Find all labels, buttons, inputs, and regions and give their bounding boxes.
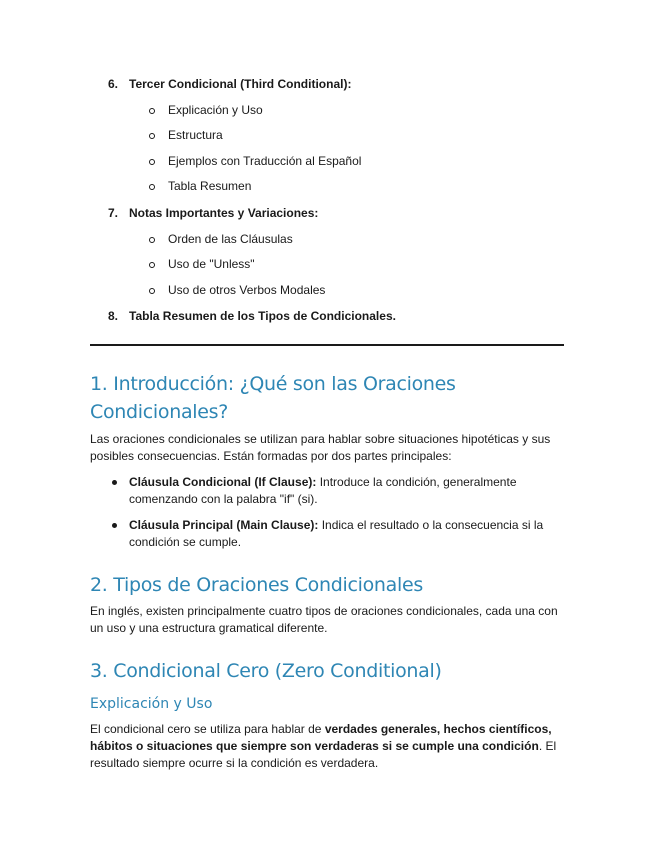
bullet-icon <box>112 523 117 528</box>
subitem-label: Explicación y Uso <box>168 103 263 117</box>
subitem-label: Orden de las Cláusulas <box>168 232 293 246</box>
section-3-subtitle: Explicación y Uso <box>90 696 213 712</box>
bullet-description: Introduce la condición, generalmente comenzando con la palabra "if" (si). <box>129 475 517 506</box>
outline-label: Tercer Condicional (Third Conditional): <box>129 77 352 91</box>
hollow-bullet-icon <box>149 108 155 114</box>
subitem-label: Ejemplos con Traducción al Español <box>168 154 362 168</box>
outline-number: 6. <box>108 77 119 91</box>
section-3-body <box>90 721 564 772</box>
outline-number: 8. <box>108 309 119 323</box>
body-text: . El resultado siempre ocurre si la condición es verdadera. <box>90 739 557 770</box>
section-2-title: 2. Tipos de Oraciones Condicionales <box>90 574 423 596</box>
outline-label: Tabla Resumen de los Tipos de Condicionales. <box>129 309 396 323</box>
subitem-label: Tabla Resumen <box>168 179 252 193</box>
section-1-title-line-2: Condicionales? <box>90 401 229 423</box>
section-2-body: En inglés, existen principalmente cuatro tipos de oraciones condicionales, cada una con un uso y una estructura gramatical diferente. <box>90 604 558 635</box>
bullet-term: Cláusula Principal (Main Clause): <box>129 518 319 532</box>
hollow-bullet-icon <box>149 159 155 165</box>
subitem-label: Uso de "Unless" <box>168 257 255 271</box>
body-text: El condicional cero se utiliza para hablar de <box>90 722 325 736</box>
subitem-label: Uso de otros Verbos Modales <box>168 283 326 297</box>
outline-label: Notas Importantes y Variaciones: <box>129 206 319 220</box>
horizontal-divider <box>90 344 564 346</box>
bullet-term: Cláusula Condicional (If Clause): <box>129 475 317 489</box>
subitem-label: Estructura <box>168 128 223 142</box>
bullet-icon <box>112 480 117 485</box>
hollow-bullet-icon <box>149 288 155 294</box>
section-1-title-line-1: 1. Introducción: ¿Qué son las Oraciones <box>90 373 456 395</box>
outline-number: 7. <box>108 206 119 220</box>
body-emphasis: verdades generales, hechos científicos, hábitos o situaciones que siempre son verdaderas si se cumple una condición <box>90 722 552 753</box>
hollow-bullet-icon <box>149 133 155 139</box>
section-1-intro: Las oraciones condicionales se utilizan para hablar sobre situaciones hipotéticas y sus posibles consecuencias. Están formadas por dos partes principales: <box>90 432 551 463</box>
section-3-title: 3. Condicional Cero (Zero Conditional) <box>90 660 442 682</box>
hollow-bullet-icon <box>149 262 155 268</box>
hollow-bullet-icon <box>149 237 155 243</box>
hollow-bullet-icon <box>149 184 155 190</box>
bullet-description: Indica el resultado o la consecuencia si la condición se cumple. <box>129 518 544 549</box>
